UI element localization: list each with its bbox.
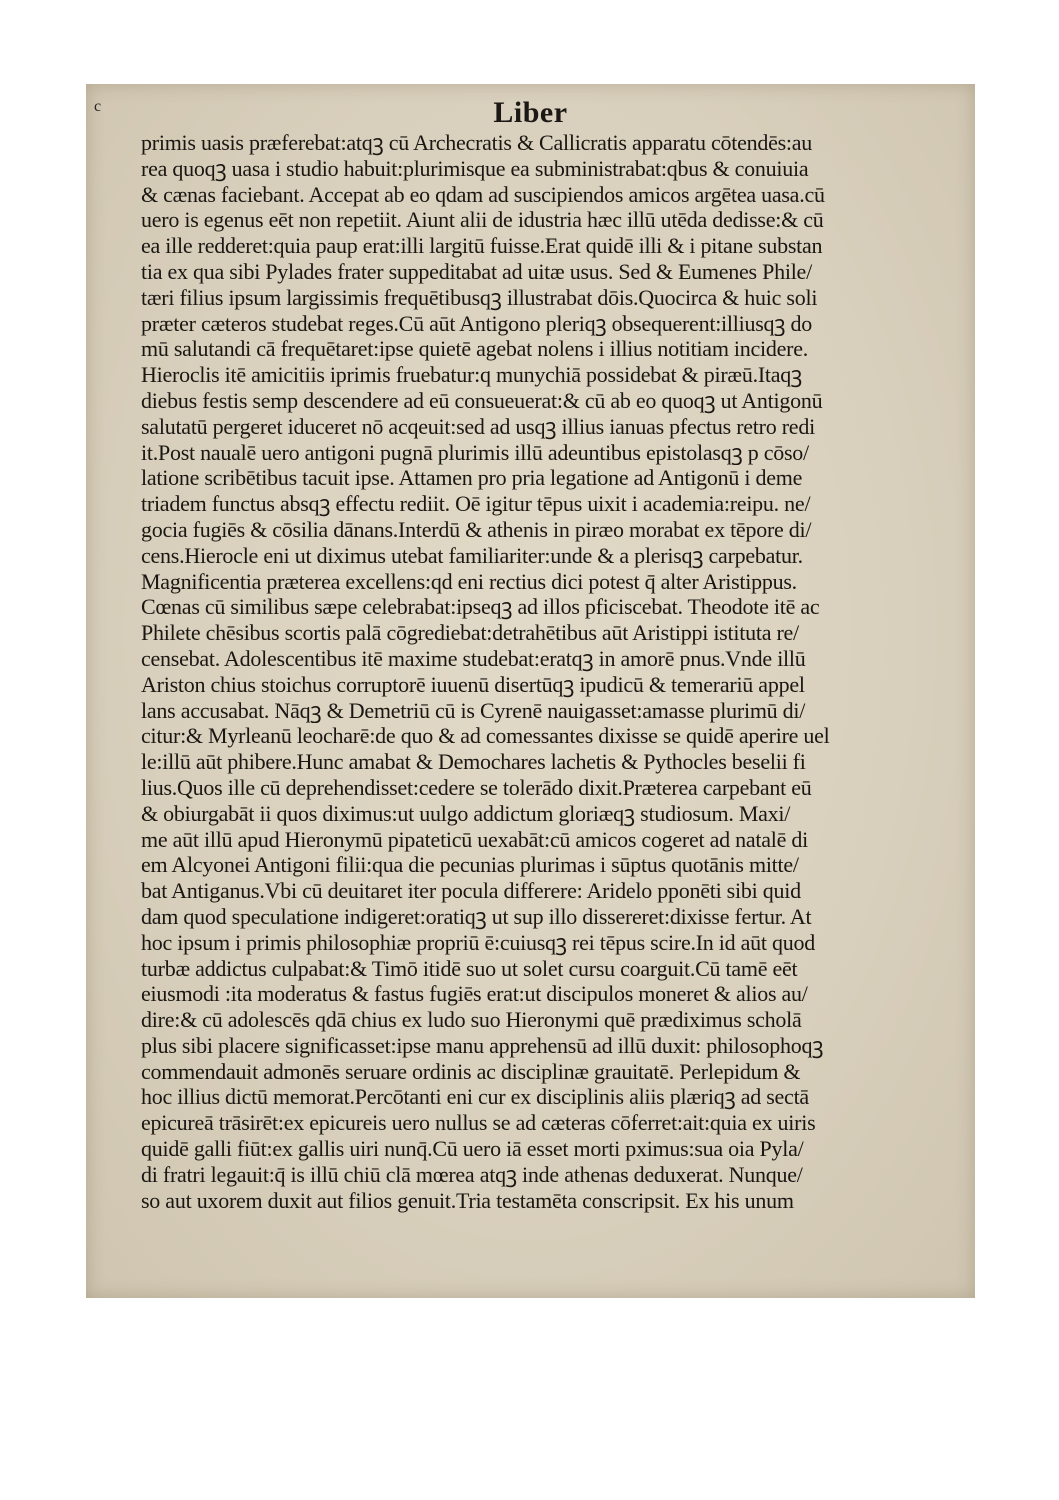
- text-line: bat Antiganus.Vbi cū deuitaret iter pocula differere: Aridelo pponēti sibi quid: [141, 878, 801, 904]
- text-line: hoc illius dictū memorat.Percōtanti eni cur ex disciplinis aliis plæriqꝫ ad sectā: [141, 1084, 809, 1110]
- text-line: it.Post naualē uero antigoni pugnā plurimis illū adeuntibus epistolasqꝫ p cōso/: [141, 439, 809, 465]
- text-line: di fratri legauit:q̄ is illū chiū clā mœrea atqꝫ inde athenas deduxerat. Nunque/: [141, 1161, 803, 1187]
- text-block: [141, 130, 941, 1213]
- text-line: Ariston chius stoichus corruptorē iuuenū disertūqꝫ ipudicū & temerariū appel: [141, 671, 805, 697]
- text-line: gocia fugiēs & cōsilia dānans.Interdū & athenis in piræo morabat ex tēpore di/: [141, 516, 812, 542]
- text-line: epicureā trāsirēt:ex epicureis uero nullus se ad cæteras cōferret:ait:quia ex uiris: [141, 1110, 816, 1136]
- text-line: lans accusabat. Nāqꝫ & Demetriū cū is Cyrenē nauigasset:amasse plurimū di/: [141, 697, 806, 723]
- text-line: censebat. Adolescentibus itē maxime studebat:eratqꝫ in amorē pnus.Vnde illū: [141, 645, 806, 671]
- text-line: dam quod speculatione indigeret:oratiqꝫ ut sup illo dissereret:dixisse fertur. At: [141, 903, 812, 929]
- text-line: uero is egenus eēt non repetiit. Aiunt alii de idustria hæc illū utēda dedisse:& cū: [141, 207, 824, 233]
- text-line: primis uasis præferebat:atqꝫ cū Archecratis & Callicratis apparatu cōtendēs:au: [141, 130, 813, 155]
- text-line: mū salutandi cā frequētaret:ipse quietē agebat nolens i illius notitiam incidere.: [141, 336, 809, 362]
- text-line: citur:& Myrleanū leocharē:de quo & ad comessantes dixisse se quidē aperire uel: [141, 723, 830, 749]
- text-line: ea ille redderet:quia paup erat:illi largitū fuisse.Erat quidē illi & i pitane substan: [141, 233, 823, 259]
- text-line: so aut uxorem duxit aut filios genuit.Tria testamēta conscripsit. Ex his unum: [141, 1187, 794, 1213]
- text-line: præter cæteros studebat reges.Cū aūt Antigono pleriqꝫ obsequerent:illiusqꝫ do: [141, 310, 813, 336]
- text-line: cens.Hierocle eni ut diximus utebat familiariter:unde & a plerisqꝫ carpebatur.: [141, 542, 803, 568]
- text-line: Hieroclis itē amicitiis iprimis fruebatur:q munychiā possidebat & piræū.Itaqꝫ: [141, 362, 803, 388]
- text-line: quidē galli fiūt:ex gallis uiri nunq̄.Cū uero iā esset morti pximus:sua oia Pyla/: [141, 1136, 804, 1162]
- text-line: Cœnas cū similibus sæpe celebrabat:ipseqꝫ ad illos pficiscebat. Theodote itē ac: [141, 594, 820, 620]
- text-line: triadem functus absqꝫ effectu rediit. Oē igitur tēpus uixit i academia:reipu. ne/: [141, 491, 811, 517]
- text-line: salutatū pergeret iduceret nō acqeuit:sed ad usqꝫ illius ianuas pfectus retro redi: [141, 413, 815, 439]
- running-header: Liber: [493, 96, 568, 129]
- text-line: commendauit admonēs seruare ordinis ac disciplinæ grauitatē. Perlepidum &: [141, 1058, 801, 1084]
- text-line: rea quoqꝫ uasa i studio habuit:plurimisque ea subministrabat:qbus & conuiuia: [141, 155, 809, 181]
- text-line: Magnificentia præterea excellens:qd eni rectius dici potest q̄ alter Aristippus.: [141, 568, 797, 594]
- text-line: turbæ addictus culpabat:& Timō itidē suo ut solet cursu coarguit.Cū tamē eēt: [141, 955, 798, 981]
- text-line: plus sibi placere significasset:ipse manu apprehensū ad illū duxit: philosophoqꝫ: [141, 1032, 824, 1058]
- text-line: me aūt illū apud Hieronymū pipateticū uexabāt:cū amicos cogeret ad natalē di: [141, 826, 809, 852]
- text-line: diebus festis semp descendere ad eū consueuerat:& cū ab eo quoqꝫ ut Antigonū: [141, 387, 823, 413]
- text-line: Philete chēsibus scortis palā cōgrediebat:detrahētibus aūt Aristippi istituta re/: [141, 620, 799, 646]
- text-line: & cænas faciebant. Accepat ab eo qdam ad suscipiendos amicos argētea uasa.cū: [141, 181, 825, 207]
- text-line: le:illū aūt phibere.Hunc amabat & Demochares lachetis & Pythocles beselii fi: [141, 749, 806, 775]
- text-line: tæri filius ipsum largissimis frequētibusqꝫ illustrabat dōis.Quocirca & huic soli: [141, 284, 818, 310]
- text-line: em Alcyonei Antigoni filii:qua die pecunias plurimas i sūptus quotānis mitte/: [141, 852, 799, 878]
- book-page: [86, 84, 975, 1298]
- text-line: hoc ipsum i primis philosophiæ propriū ē:cuiusqꝫ rei tēpus scire.In id aūt quod: [141, 929, 816, 955]
- text-line: tia ex qua sibi Pylades frater suppeditabat ad uitæ usus. Sed & Eumenes Phile/: [141, 258, 812, 284]
- text-line: dire:& cū adolescēs qdā chius ex ludo suo Hieronymi quē prædiximus scholā: [141, 1007, 802, 1033]
- text-line: latione scribētibus tacuit ipse. Attamen pro pria legatione ad Antigonū i deme: [141, 465, 803, 491]
- page-corner-mark: c: [94, 98, 102, 115]
- text-line: eiusmodi :ita moderatus & fastus fugiēs erat:ut discipulos moneret & alios au/: [141, 981, 808, 1007]
- text-line: lius.Quos ille cū deprehendisset:cedere se tolerādo dixit.Præterea carpebant eū: [141, 774, 812, 800]
- text-line: & obiurgabāt ii quos diximus:ut uulgo addictum gloriæqꝫ studiosum. Maxi/: [141, 800, 791, 826]
